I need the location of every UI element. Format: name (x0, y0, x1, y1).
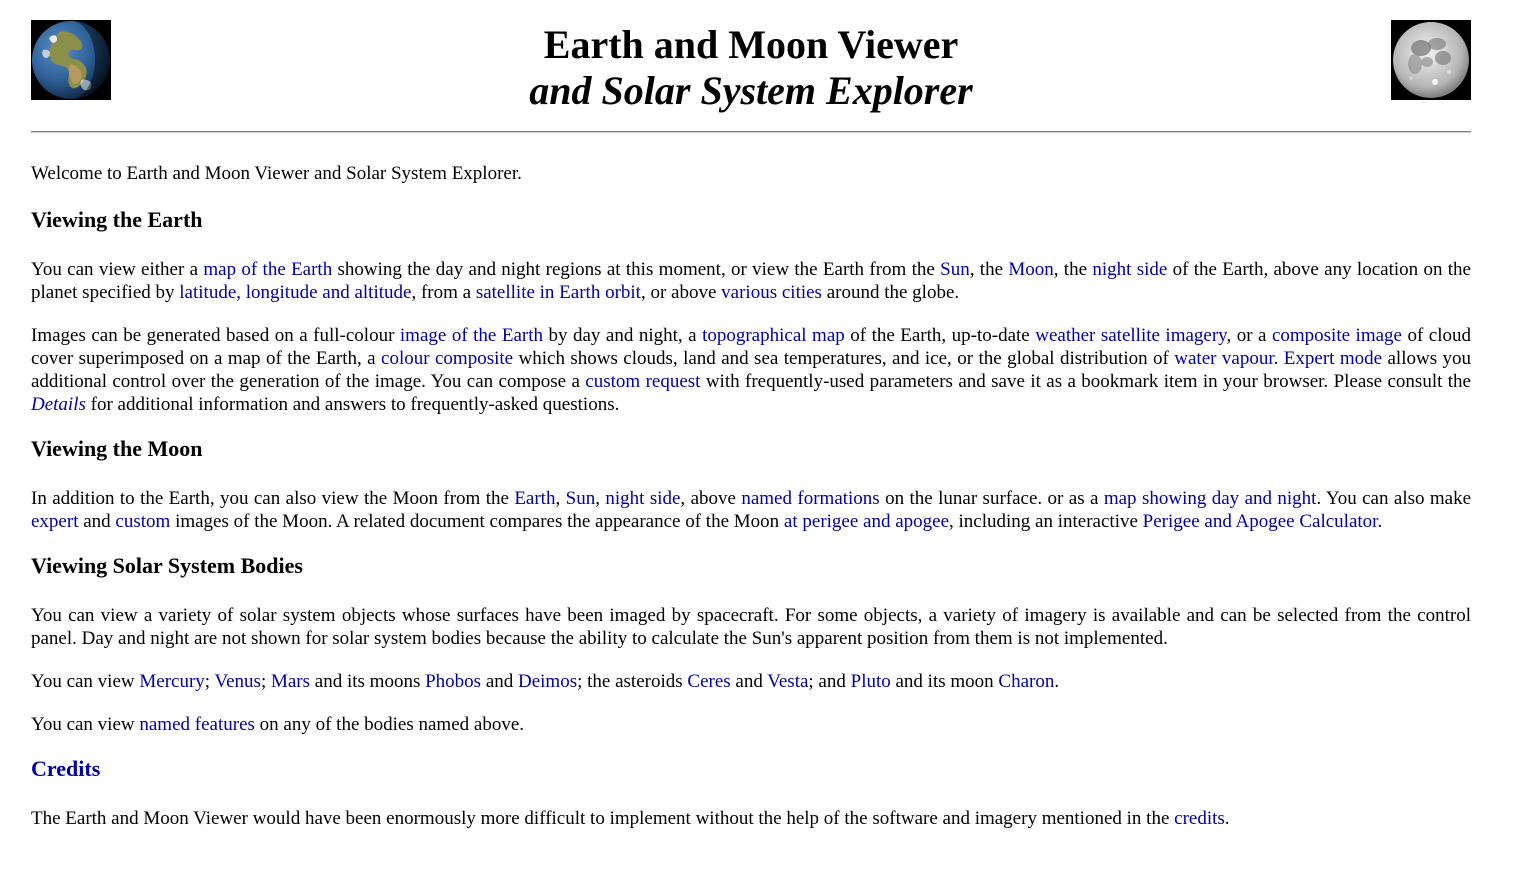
link-perigee-apogee-calculator[interactable]: Perigee and Apogee Calculator (1142, 511, 1378, 532)
link-expert-mode[interactable]: Expert mode (1283, 348, 1383, 369)
link-earth-from-sun[interactable]: Sun (940, 259, 970, 280)
link-named-formations[interactable]: named formations (741, 488, 880, 509)
moon-paragraph-1 (31, 487, 1471, 533)
text: on any of the bodies named above. (254, 714, 524, 735)
text: . (1054, 671, 1060, 692)
text: , or above (640, 282, 722, 303)
link-satellite-orbit[interactable]: satellite in Earth orbit (475, 282, 641, 303)
link-weather-satellite[interactable]: weather satellite imagery (1035, 325, 1227, 346)
earth-paragraph-2 (31, 324, 1471, 416)
link-pluto[interactable]: Pluto (850, 671, 891, 692)
moon-graphic (1391, 20, 1471, 100)
text: by day and night, a (543, 325, 703, 346)
text: which shows clouds, land and sea temperatures, and ice, or the global distribution of (513, 348, 1175, 369)
text: allows you additional control over the generation of the image. You can compose a (31, 348, 1472, 392)
link-venus[interactable]: Venus (214, 671, 261, 692)
link-earth-night-side[interactable]: night side (1092, 259, 1168, 280)
page-title (31, 22, 1471, 114)
text: , above (680, 488, 742, 509)
link-composite-image[interactable]: composite image (1271, 325, 1402, 346)
text: , the (1053, 259, 1093, 280)
link-colour-composite[interactable]: colour composite (381, 348, 514, 369)
section-heading-moon: Viewing the Moon (31, 436, 203, 461)
full-moon-icon[interactable] (1391, 20, 1471, 100)
text: , including an interactive (949, 511, 1143, 532)
text: , or a (1226, 325, 1272, 346)
link-moon-night-side[interactable]: night side (605, 488, 681, 509)
earth-paragraph-1 (31, 258, 1471, 304)
welcome-text: Welcome to Earth and Moon Viewer and Solar System Explorer. (31, 163, 522, 184)
text: ; (204, 671, 215, 692)
text: and (78, 511, 116, 532)
text: and its moons (310, 671, 426, 692)
solar-paragraph-3 (31, 713, 1471, 736)
link-various-cities[interactable]: various cities (721, 282, 822, 303)
details-label: Details (31, 394, 86, 415)
link-moon-day-night-map[interactable]: map showing day and night (1103, 488, 1317, 509)
text: around the globe. (821, 282, 960, 303)
section-heading-credits[interactable] (31, 756, 1471, 782)
link-lat-long-alt[interactable]: latitude, longitude and altitude (179, 282, 412, 303)
text: of cloud cover superimposed on a map of the Earth, a (31, 325, 1471, 369)
text: Images can be generated based on a full-colour (31, 325, 400, 346)
page (31, 0, 1472, 829)
link-ceres[interactable]: Ceres (687, 671, 731, 692)
link-perigee-apogee[interactable]: at perigee and apogee (783, 511, 950, 532)
link-topographical-map[interactable]: topographical map (702, 325, 845, 346)
text: , the (969, 259, 1009, 280)
link-deimos[interactable]: Deimos (518, 671, 578, 692)
link-image-of-earth[interactable]: image of the Earth (399, 325, 543, 346)
link-mars[interactable]: Mars (270, 671, 311, 692)
text: showing the day and night regions at this moment, or view the Earth from the (332, 259, 941, 280)
text: of the Earth, above any location on the planet specified by (31, 259, 1471, 303)
header-divider (31, 131, 1471, 133)
text: . (1224, 808, 1230, 829)
link-earth-from-moon[interactable]: Moon (1008, 259, 1054, 280)
text: . You can also make (1316, 488, 1472, 509)
link-moon-expert[interactable]: expert (31, 511, 79, 532)
link-details[interactable] (31, 394, 86, 415)
section-heading-solar: Viewing Solar System Bodies (31, 553, 303, 578)
link-phobos[interactable]: Phobos (425, 671, 482, 692)
link-charon[interactable]: Charon (998, 671, 1055, 692)
text: ; (260, 671, 271, 692)
text: on the lunar surface. or as a (879, 488, 1104, 509)
link-moon-from-earth[interactable]: Earth (514, 488, 556, 509)
credits-heading-link[interactable]: Credits (31, 756, 101, 781)
text: You can view (31, 714, 140, 735)
text: images of the Moon. A related document compares the appearance of the Moon (170, 511, 784, 532)
solar-paragraph-1: You can view a variety of solar system objects whose surfaces have been imaged by spacecraft. For some objects, a variety of imagery is available and can be selected from the control panel. Day and night are not shown for solar system bodies because the ability to calculate the Sun's apparent position from them is not implemented. (31, 605, 1471, 649)
text: . (1377, 511, 1383, 532)
link-map-of-earth[interactable]: map of the Earth (203, 259, 333, 280)
text: You can view either a (31, 259, 204, 280)
main-content (31, 162, 1471, 830)
link-credits[interactable]: credits (1174, 808, 1225, 829)
text: ; and (808, 671, 851, 692)
text: , (595, 488, 606, 509)
text: ; the asteroids (577, 671, 688, 692)
link-custom-request[interactable]: custom request (585, 371, 701, 392)
header (31, 0, 1471, 130)
text: , (555, 488, 566, 509)
text: , from a (411, 282, 476, 303)
text: and (730, 671, 768, 692)
link-water-vapour[interactable]: water vapour (1174, 348, 1274, 369)
text: and (481, 671, 518, 692)
text: In addition to the Earth, you can also view the Moon from the (31, 488, 515, 509)
text: . (1273, 348, 1284, 369)
link-vesta[interactable]: Vesta (767, 671, 809, 692)
link-named-features[interactable]: named features (139, 714, 255, 735)
text: with frequently-used parameters and save it as a bookmark item in your browser. Please consult the (700, 371, 1471, 392)
text: for additional information and answers to frequently-asked questions. (85, 394, 620, 415)
text: of the Earth, up-to-date (844, 325, 1036, 346)
title-main: Earth and Moon Viewer (543, 22, 959, 67)
text: You can view (31, 671, 140, 692)
solar-paragraph-2 (31, 670, 1471, 693)
text: The Earth and Moon Viewer would have been enormously more difficult to implement without the help of the software and imagery mentioned in the (31, 808, 1175, 829)
section-heading-earth: Viewing the Earth (31, 207, 203, 232)
link-mercury[interactable]: Mercury (139, 671, 205, 692)
title-subtitle: and Solar System Explorer (529, 68, 973, 113)
credits-paragraph (31, 807, 1471, 830)
link-moon-from-sun[interactable]: Sun (565, 488, 596, 509)
text: and its moon (890, 671, 999, 692)
link-moon-custom[interactable]: custom (115, 511, 171, 532)
